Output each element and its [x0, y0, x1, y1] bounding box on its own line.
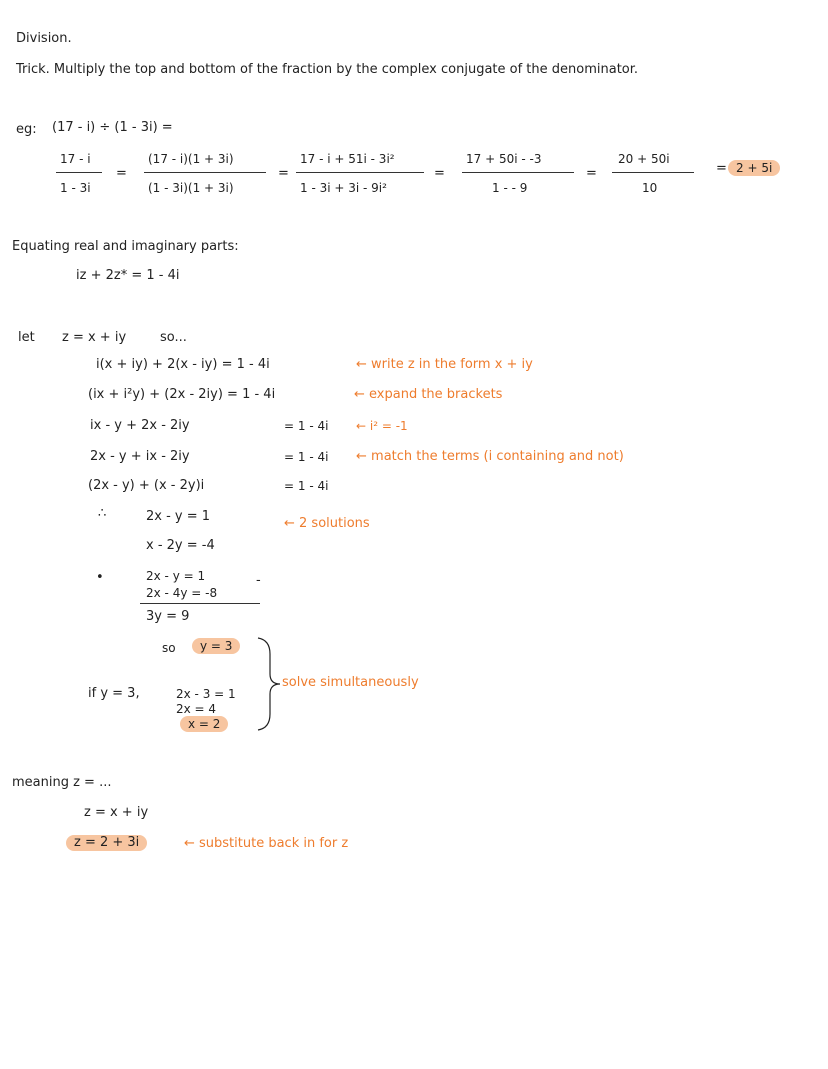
- section-heading: Division.: [16, 31, 72, 46]
- curly-brace: [256, 636, 284, 732]
- subtract-sign: -: [256, 573, 261, 588]
- equation1: 2x - y = 1: [146, 509, 211, 524]
- example-expression: (17 - i) ÷ (1 - 3i) =: [52, 120, 173, 135]
- trick-text: Trick. Multiply the top and bottom of the fraction by the complex conjugate of the denominator.: [16, 62, 639, 77]
- if-y-label: if y = 3,: [88, 686, 140, 701]
- equals-sign: =: [278, 166, 289, 181]
- step4-note: ← match the terms (i containing and not): [356, 449, 624, 464]
- step3-right: = 1 - 4i: [284, 419, 329, 433]
- simultaneous-eq2: 2x - 4y = -8: [146, 586, 218, 600]
- step3-left: ix - y + 2x - 2iy: [90, 418, 190, 433]
- simultaneous-eq1: 2x - y = 1: [146, 569, 206, 583]
- fraction4-denominator: 1 - - 9: [492, 181, 528, 195]
- so-label: so...: [160, 330, 187, 345]
- example-result: 2 + 5i: [728, 160, 780, 176]
- bullet: •: [96, 570, 104, 585]
- x-result: x = 2: [180, 716, 228, 732]
- step4-right: = 1 - 4i: [284, 450, 329, 464]
- let-expression: z = x + iy: [62, 330, 127, 345]
- two-solutions-note: ← 2 solutions: [284, 516, 370, 531]
- equals-sign: =: [434, 166, 445, 181]
- step4-left: 2x - y + ix - 2iy: [90, 449, 190, 464]
- problem-equation: iz + 2z* = 1 - 4i: [76, 268, 180, 283]
- fraction5-bar: [612, 172, 694, 173]
- example-label: eg:: [16, 122, 37, 137]
- fraction5-numerator: 20 + 50i: [618, 152, 670, 166]
- z-form: z = x + iy: [84, 805, 149, 820]
- therefore-symbol: ∴: [98, 506, 107, 521]
- step5-right: = 1 - 4i: [284, 479, 329, 493]
- fraction5-denominator: 10: [642, 181, 658, 195]
- step3-note: ← i² = -1: [356, 419, 408, 433]
- equals-sign: =: [586, 166, 597, 181]
- fraction2-denominator: (1 - 3i)(1 + 3i): [148, 181, 234, 195]
- step1: i(x + iy) + 2(x - iy) = 1 - 4i: [96, 357, 270, 372]
- fraction1-numerator: 17 - i: [60, 152, 91, 166]
- substitution-eq2: 2x = 4: [176, 702, 217, 716]
- step1-note: ← write z in the form x + iy: [356, 357, 533, 372]
- fraction2-bar: [144, 172, 266, 173]
- fraction2-numerator: (17 - i)(1 + 3i): [148, 152, 234, 166]
- fraction1-denominator: 1 - 3i: [60, 181, 91, 195]
- solve-simultaneously-note: solve simultaneously: [282, 675, 419, 690]
- step5-left: (2x - y) + (x - 2y)i: [88, 478, 205, 493]
- let-label: let: [18, 330, 35, 345]
- fraction4-bar: [462, 172, 574, 173]
- so-label: so: [162, 641, 176, 655]
- substitution-eq1: 2x - 3 = 1: [176, 687, 236, 701]
- equating-heading: Equating real and imaginary parts:: [12, 239, 239, 254]
- step2-note: ← expand the brackets: [354, 387, 503, 402]
- fraction3-numerator: 17 - i + 51i - 3i²: [300, 152, 395, 166]
- meaning-label: meaning z = ...: [12, 775, 112, 790]
- equation2: x - 2y = -4: [146, 538, 215, 553]
- fraction4-numerator: 17 + 50i - -3: [466, 152, 542, 166]
- step2: (ix + i²y) + (2x - 2iy) = 1 - 4i: [88, 387, 276, 402]
- fraction3-bar: [296, 172, 424, 173]
- z-result: z = 2 + 3i: [66, 835, 147, 851]
- y-result: y = 3: [192, 638, 240, 654]
- subtraction-bar: [140, 603, 260, 604]
- substitute-note: ← substitute back in for z: [184, 836, 349, 851]
- fraction1-bar: [56, 172, 102, 173]
- equals-sign: =: [116, 166, 127, 181]
- equals-sign: =: [716, 161, 727, 176]
- subtraction-result: 3y = 9: [146, 609, 190, 624]
- fraction3-denominator: 1 - 3i + 3i - 9i²: [300, 181, 387, 195]
